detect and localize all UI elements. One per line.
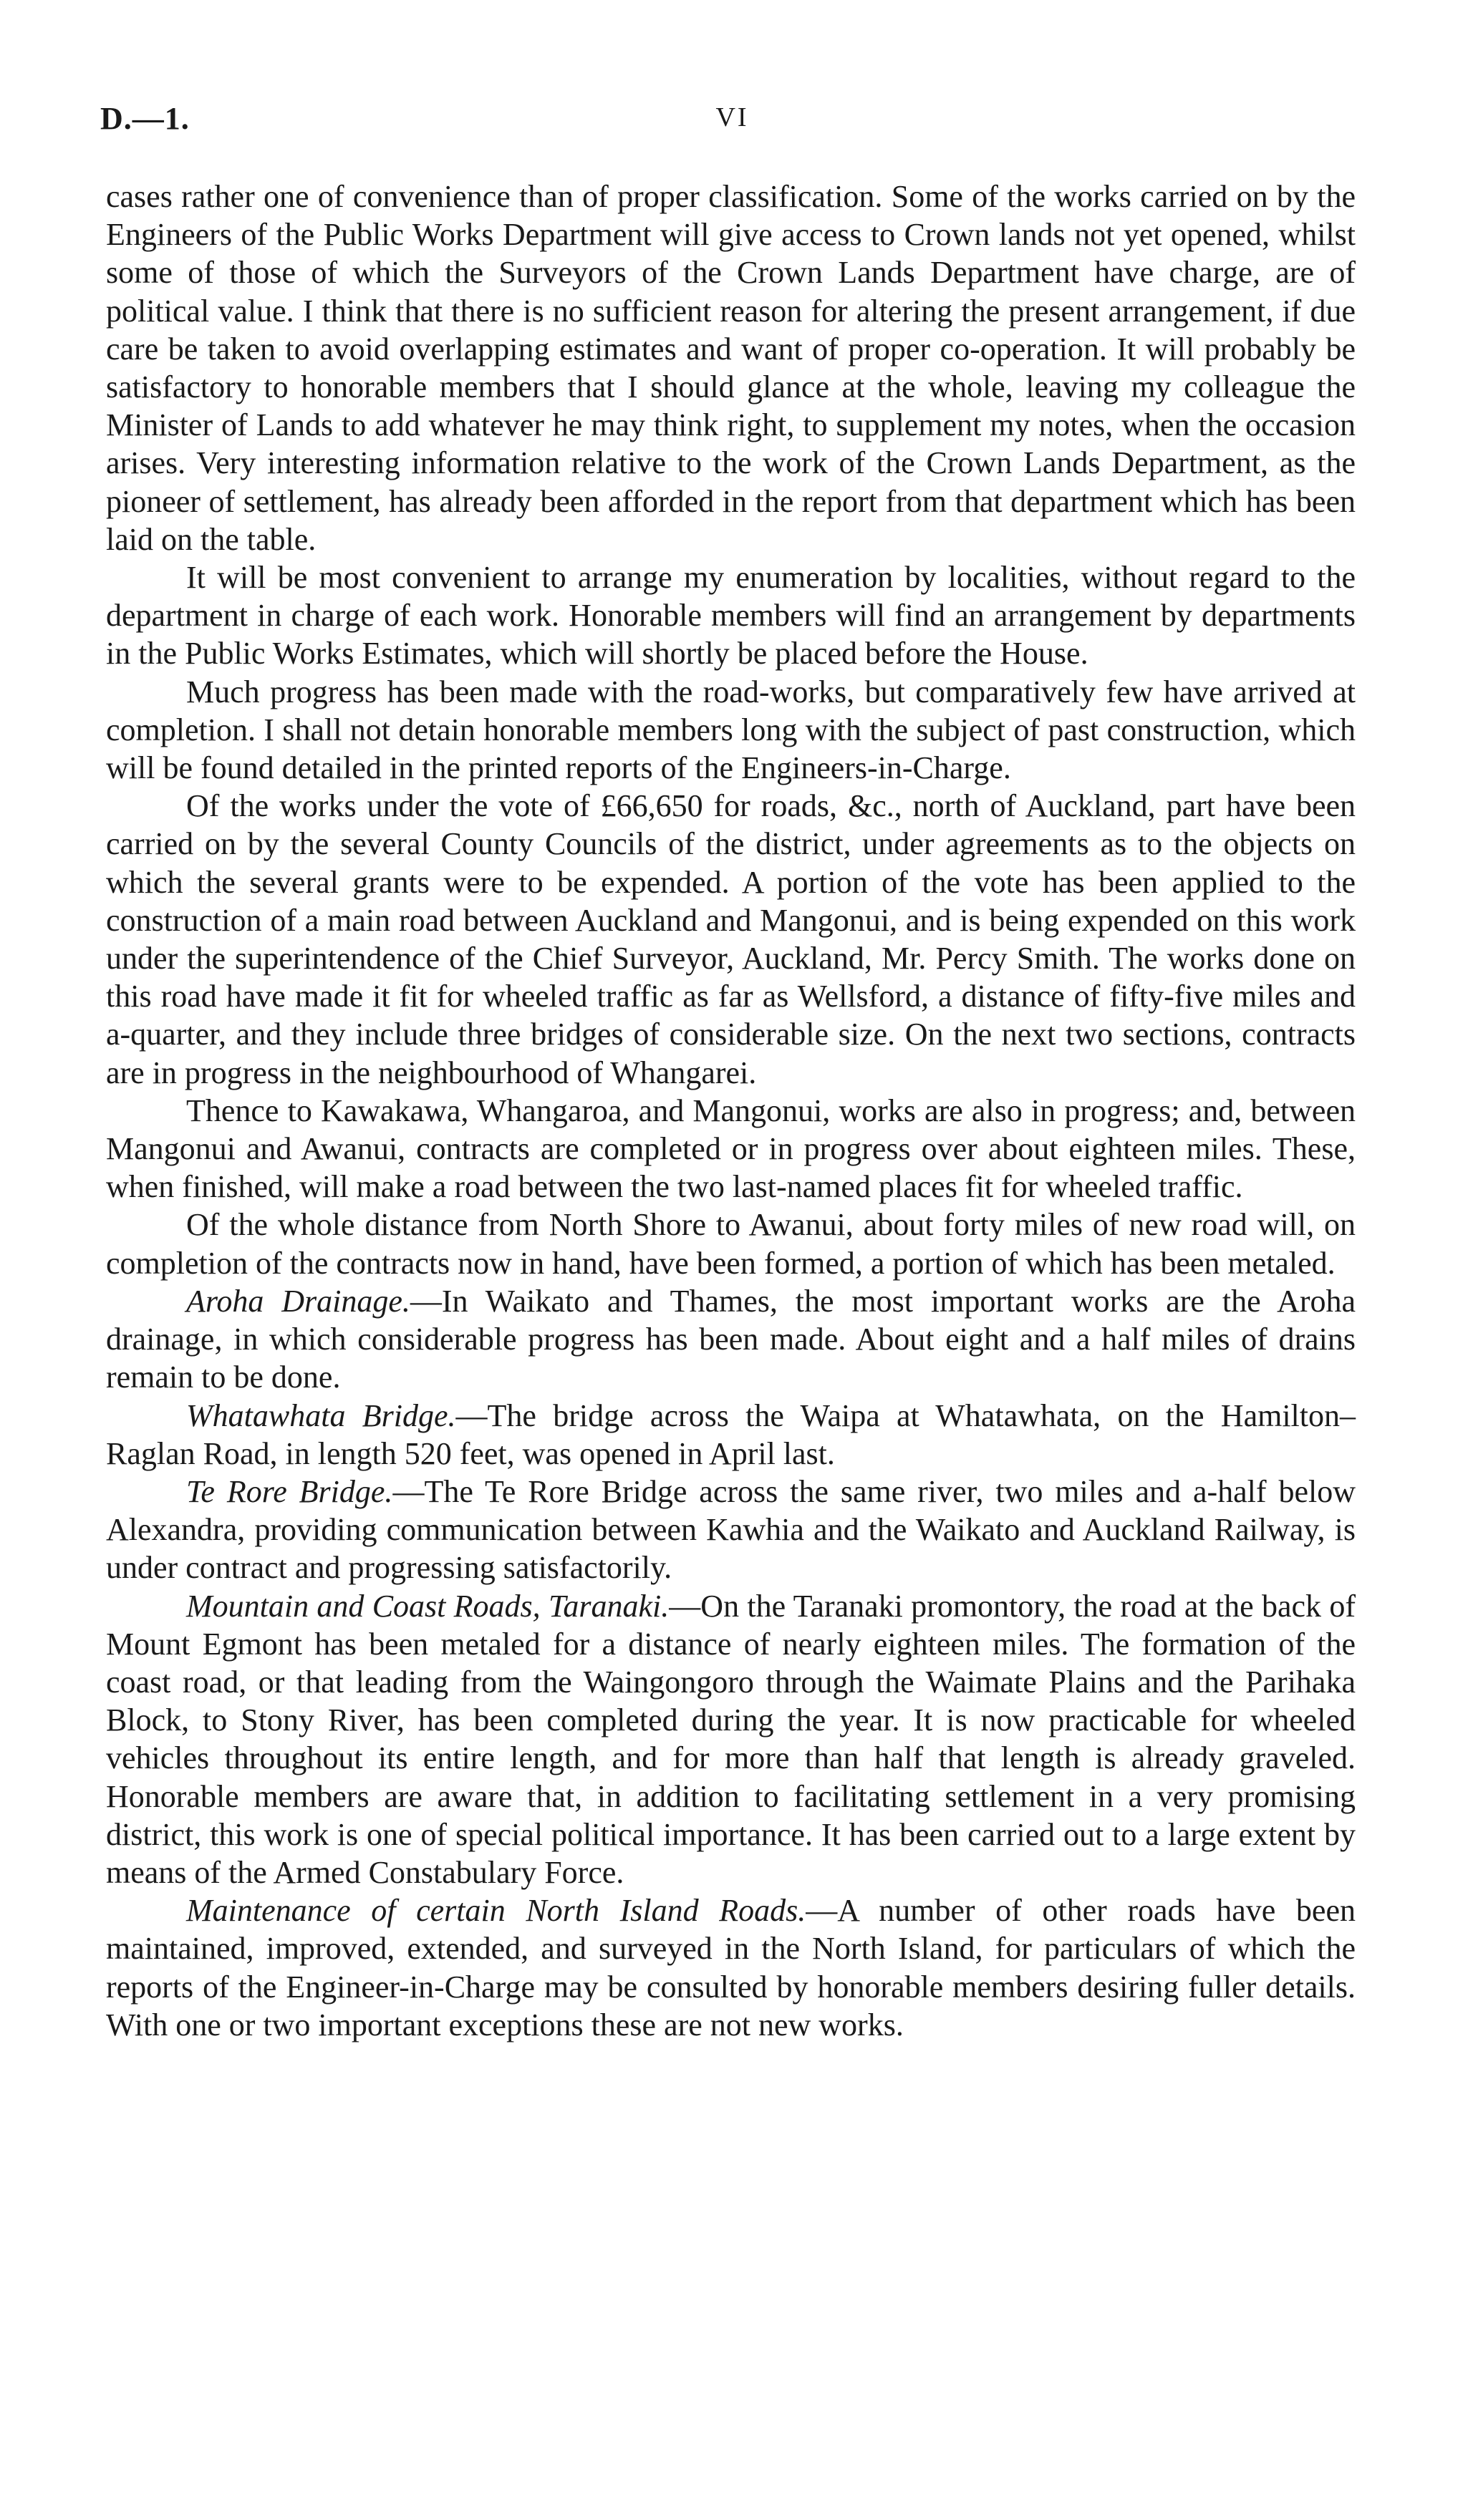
paragraph bbox=[106, 1397, 1356, 1473]
paragraph bbox=[106, 673, 1356, 788]
paragraph-text: cases rather one of convenience than of proper classification. Some of the works carried on by the Engineers of the Public Works Department will give access to Crown lands not yet opened, whilst some of those of which the Surveyors of the Crown Lands Department have charge, are of political value. I think that there is no sufficient reason for altering the present arrangement, if due care be taken to avoid overlapping estimates and want of proper co-operation. It will probably be satisfactory to honorable members that I should glance at the whole, leaving my colleague the Minister of Lands to add whatever he may think right, to supplement my notes, when the occasion arises. Very interesting information relative to the work of the Crown Lands Department, as the pioneer of settlement, has already been afforded in the report from that department which has been laid on the table. bbox=[106, 179, 1356, 557]
paragraph-text: Thence to Kawakawa, Whangaroa, and Mangonui, works are also in progress; and, between Mangonui and Awanui, contracts are completed or in progress over about eighteen miles. These, when finished, will make a road between the two last-named places fit for wheeled traffic. bbox=[106, 1092, 1356, 1205]
section-heading: Aroha Drainage. bbox=[186, 1283, 410, 1319]
paragraph-text: —A number of other roads have been maintained, improved, extended, and surveyed in the North Island, for particulars of which the reports of the Engineer-in-Charge may be consulted by honorable members desiring fuller details. With one or two important exceptions these are not new works. bbox=[106, 1893, 1356, 2042]
section-heading: Mountain and Coast Roads, Taranaki. bbox=[186, 1588, 670, 1624]
paragraph-text: —The bridge across the Waipa at Whatawhata, on the Hamilton–Raglan Road, in length 520 feet, was opened in April last. bbox=[106, 1397, 1356, 1471]
paragraph bbox=[106, 1206, 1356, 1281]
body-text bbox=[106, 178, 1356, 2044]
paragraph bbox=[106, 1891, 1356, 2044]
paragraph bbox=[106, 1587, 1356, 1892]
section-heading: Maintenance of certain North Island Roads. bbox=[186, 1893, 806, 1929]
paragraph-text: It will be most convenient to arrange my enumeration by localities, without regard to the department in charge of each work. Honorable members will find an arrangement by departments in the Public Works Estimates, which will shortly be placed before the House. bbox=[106, 560, 1356, 672]
paragraph bbox=[106, 1092, 1356, 1206]
paragraph-text: —On the Taranaki promontory, the road at the back of Mount Egmont has been metaled for a distance of nearly eighteen miles. The formation of the coast road, or that leading from the Waingongoro through the Waimate Plains and the Parihaka Block, to Stony River, has been completed during the year. It is now practicable for wheeled vehicles throughout its entire length, and for more than half that length is already graveled. Honorable members are aware that, in addition to facilitating settlement in a very promising district, this work is one of special political importance. It has been carried out to a large extent by means of the Armed Constabulary Force. bbox=[106, 1588, 1356, 1890]
paragraph-text: Much progress has been made with the road-works, but comparatively few have arrived at completion. I shall not detain honorable members long with the subject of past construction, which will be found detailed in the printed reports of the Engineers-in-Charge. bbox=[106, 674, 1356, 786]
paragraph bbox=[106, 1473, 1356, 1587]
page-number: VI bbox=[715, 102, 749, 132]
paragraph-text: —In Waikato and Thames, the most important works are the Aroha drainage, in which considerable progress has been made. About eight and a half miles of drains remain to be done. bbox=[106, 1283, 1356, 1395]
paragraph bbox=[106, 1282, 1356, 1397]
paragraph bbox=[106, 178, 1356, 558]
paragraph bbox=[106, 787, 1356, 1092]
paragraph bbox=[106, 558, 1356, 673]
section-heading: Whatawhata Bridge. bbox=[186, 1397, 456, 1433]
page-header bbox=[100, 100, 1364, 143]
paragraph-text: Of the whole distance from North Shore to Awanui, about forty miles of new road will, on completion of the contracts now in hand, have been formed, a portion of which has been metaled. bbox=[106, 1207, 1356, 1281]
document-reference: D.—1. bbox=[100, 101, 190, 136]
section-heading: Te Rore Bridge. bbox=[186, 1473, 393, 1509]
paragraph-text: —The Te Rore Bridge across the same river, two miles and a-half below Alexandra, providing communication between Kawhia and the Waikato and Auckland Railway, is under contract and progressing satisfactorily. bbox=[106, 1473, 1356, 1586]
paragraph-text: Of the works under the vote of £66,650 for roads, &c., north of Auckland, part have been carried on by the several County Councils of the district, under agreements as to the objects on which the several grants were to be expended. A portion of the vote has been applied to the construction of a main road between Auckland and Mangonui, and is being expended on this work under the superintendence of the Chief Surveyor, Auckland, Mr. Percy Smith. The works done on this road have made it fit for wheeled traffic as far as Wellsford, a distance of fifty-five miles and a-quarter, and they include three bridges of considerable size. On the next two sections, contracts are in progress in the neighbourhood of Whangarei. bbox=[106, 788, 1356, 1090]
